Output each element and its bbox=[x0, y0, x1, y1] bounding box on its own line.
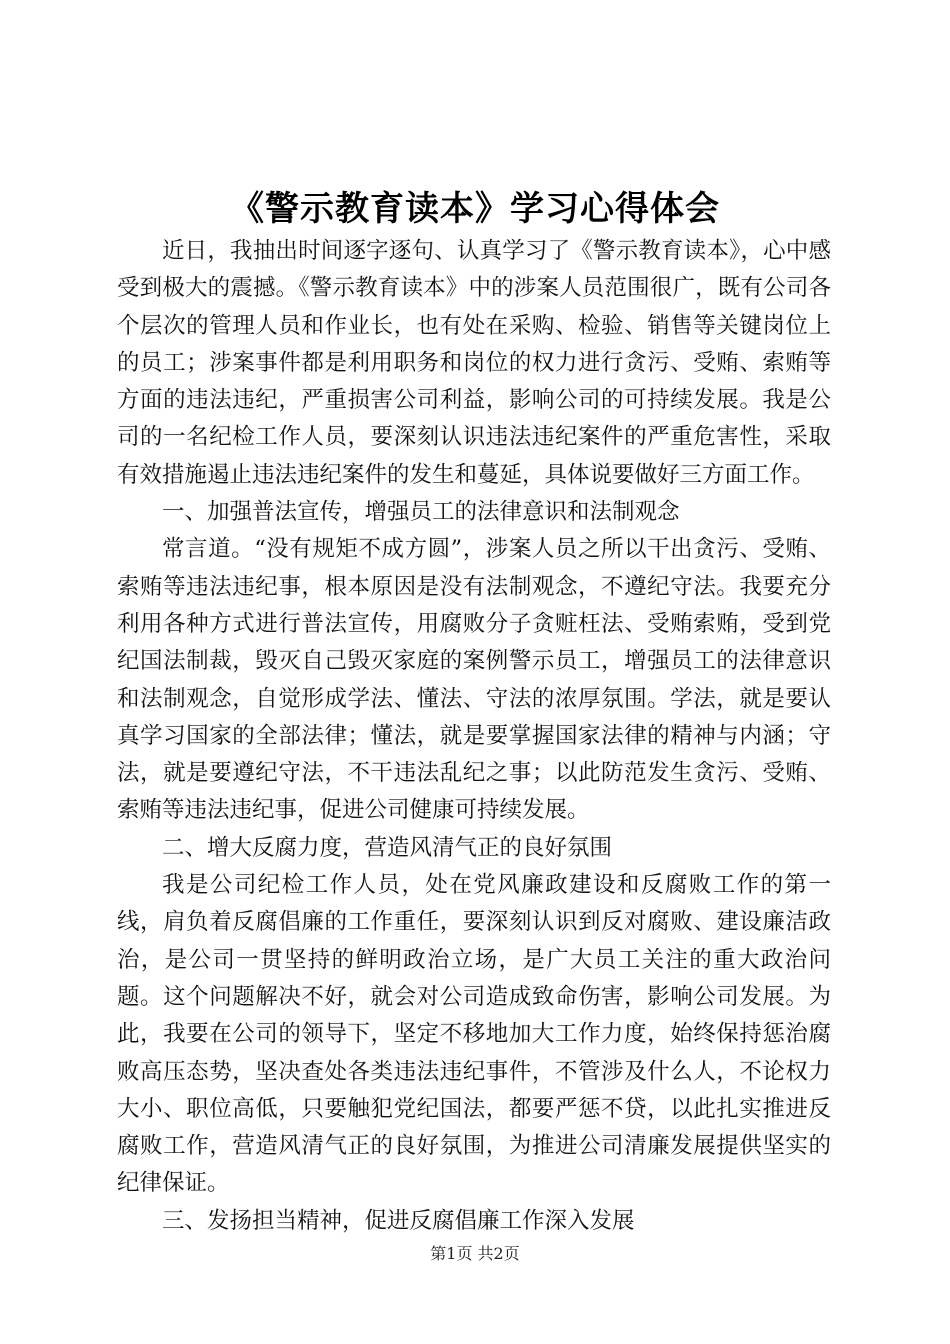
section-heading-2: 二、增大反腐力度，营造风清气正的良好氛围 bbox=[162, 834, 613, 861]
paragraph-section-2: 我是公司纪检工作人员，处在党风廉政建设和反腐败工作的第一线，肩负着反腐倡廉的工作重任，要深刻认识到反对腐败、建设廉洁政治，是公司一贯坚持的鲜明政治立场，是广大员工关注的重大政治问题。这个问题解决不好，就会对公司造成致命伤害，影响公司发展。为此，我要在公司的领导下，坚定不移地加大工作力度，始终保持惩治腐败高压态势，坚决查处各类违法违纪事件，不管涉及什么人，不论权力大小、职位高低，只要触犯党纪国法，都要严惩不贷，以此扎实推进反腐败工作，营造风清气正的良好氛围，为推进公司清廉发展提供坚实的纪律保证。 bbox=[117, 872, 831, 1197]
document-body bbox=[117, 233, 831, 1240]
paragraph-section-1: 常言道。“没有规矩不成方圆”，涉案人员之所以干出贪污、受贿、索贿等违法违纪事，根本原因是没有法制观念，不遵纪守法。我要充分利用各种方式进行普法宣传，用腐败分子贪赃枉法、受贿索贿，受到党纪国法制裁，毁灭自己毁灭家庭的案例警示员工，增强员工的法律意识和法制观念，自觉形成学法、懂法、守法的浓厚氛围。学法，就是要认真学习国家的全部法律；懂法，就是要掌握国家法律的精神与内涵；守法，就是要遵纪守法，不干违法乱纪之事；以此防范发生贪污、受贿、索贿等违法违纪事，促进公司健康可持续发展。 bbox=[117, 536, 831, 824]
paragraph-intro: 近日，我抽出时间逐字逐句、认真学习了《警示教育读本》，心中感受到极大的震撼。《警示教育读本》中的涉案人员范围很广，既有公司各个层次的管理人员和作业长，也有处在采购、检验、销售等关键岗位上的员工；涉案事件都是利用职务和岗位的权力进行贪污、受贿、索贿等方面的违法违纪，严重损害公司利益，影响公司的可持续发展。我是公司的一名纪检工作人员，要深刻认识违法违纪案件的严重危害性，采取有效措施遏止违法违纪案件的发生和蔓延，具体说要做好三方面工作。 bbox=[117, 238, 831, 488]
section-heading-3: 三、发扬担当精神，促进反腐倡廉工作深入发展 bbox=[162, 1207, 635, 1234]
document-title: 《警示教育读本》学习心得体会 bbox=[230, 189, 720, 229]
section-heading-1: 一、加强普法宣传，增强员工的法律意识和法制观念 bbox=[162, 499, 680, 526]
page-footer: 第1页 共2页 bbox=[430, 1244, 520, 1263]
